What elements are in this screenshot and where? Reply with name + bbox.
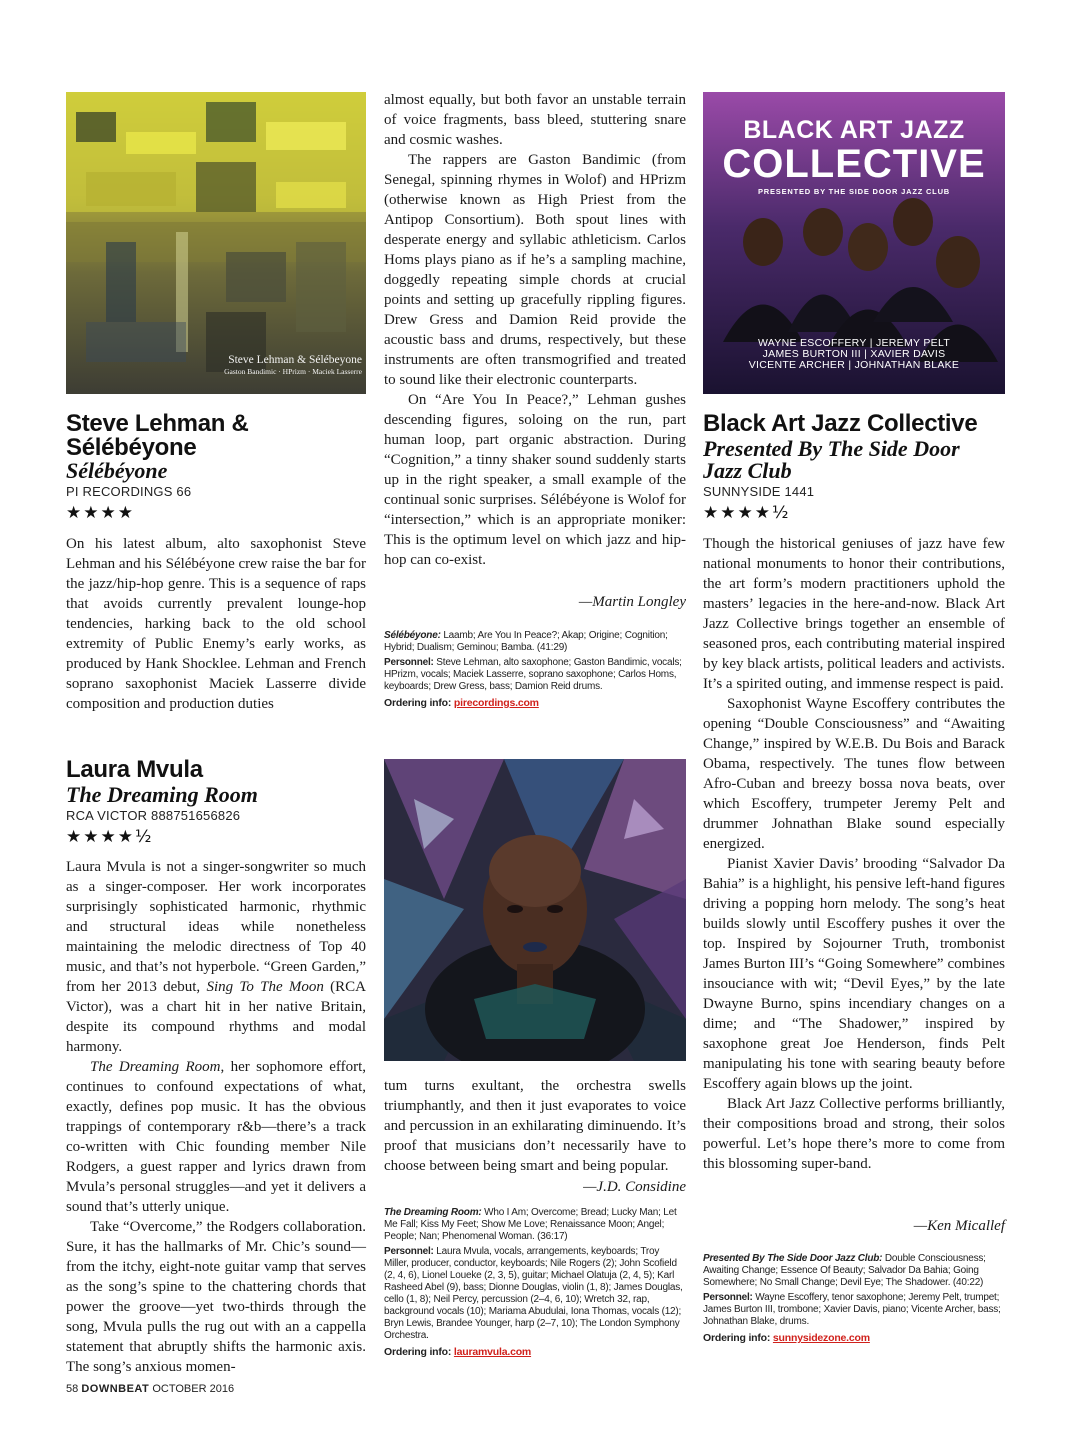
personnel-label: Personnel:	[703, 1292, 753, 1303]
album-reference: The Dreaming Room	[90, 1059, 221, 1075]
tracklist-label: The Dreaming Room:	[384, 1207, 482, 1218]
record-label: PI RECORDINGS 66	[66, 484, 192, 499]
star-rating: ★★★★½	[703, 503, 791, 523]
review-paragraph: almost equally, but both favor an unstable terrain of voice fragments, bass bleed, stuttering snare and cosmic washes.	[384, 92, 686, 148]
tracklist	[384, 630, 686, 654]
reviewer-signature: —Martin Longley	[578, 594, 686, 610]
artist-name-line2: Sélébéyone	[66, 434, 197, 461]
album-title: The Dreaming Room	[66, 782, 258, 807]
personnel	[703, 1292, 1005, 1328]
cover-musician-names	[703, 338, 1005, 371]
review-body-black-art	[703, 534, 1005, 1174]
review-paragraph: The rappers are Gaston Bandimic (from Senegal, spinning rhymes in Wolof) and HPrizm (otherwise known as High Priest from the Antipop Consortium). Both spout lines with desperate energy and syllabic athleticism. Carlos Homs plays piano as if he’s a sampling machine, doggedly repeating simple chords at crucial points and setting up gracefully rippling figures. Drew Gress and Damion Reid provide the acoustic bass and drums, respectively, but these instruments are often transmogrified and treated to sound like their electronic counterparts.	[384, 152, 686, 388]
personnel-text: Laura Mvula, vocals, arrangements, keyboards; Troy Miller, producer, conductor, keyboards; Nile Rogers (2); John Scofield (2, 4, 6), Lionel Loueke (2, 3, 5), guitar; Michael Olatuja (2, 4, 5); Karl Rasheed Abel (9), bass; Dionne Douglas, violin (1, 8); James Douglas, cello (1, 8); Neil Percy, percussion (2–4, 6, 10); Wretch 32, rap, background vocals (10); Mariama Abudulai, Iona Thomas, vocals (12); Bryn Lewis, Brandee Younger, harp (2–7, 10); The London Symphony Orchestra.	[384, 1246, 683, 1341]
personnel-text: Wayne Escoffery, tenor saxophone; Jeremy Pelt, trumpet; James Burton III, trombone; Xavier Davis, piano; Vicente Archer, bass; Johnathan Blake, drums.	[703, 1292, 1001, 1327]
dreaming-room-cover-art	[384, 759, 686, 1061]
album-title: Sélébéyone	[66, 458, 168, 483]
ordering-link[interactable]: lauramvula.com	[453, 1346, 532, 1358]
ordering-info-label: Ordering info:	[384, 697, 452, 709]
review-header-black-art	[703, 412, 1005, 523]
review-paragraph: Saxophonist Wayne Escoffery contributes the opening “Double Consciousness” and “Awaiting Change,” inspired by W.E.B. Du Bois and Barack Obama, respectively. The tunes flow between Afro-Cuban and breezy bossa nova beats, over which Escoffery, trumpeter Jeremy Pelt and drummer Johnathan Blake sound especially energized.	[703, 696, 1005, 852]
ordering-info	[703, 1332, 1005, 1344]
review-body-lehman-col1	[66, 534, 366, 714]
star-rating: ★★★★	[66, 503, 135, 523]
ordering-link[interactable]: pirecordings.com	[453, 697, 539, 709]
album-details-lehman	[384, 630, 686, 709]
album-details-mvula	[384, 1207, 686, 1358]
reviewer-signature: —J.D. Considine	[583, 1179, 686, 1195]
review-paragraph: Though the historical geniuses of jazz have few national monuments to honor their contributions, the art form’s modern practitioners uphold the masters’ legacies in the here-and-now. Black Art Jazz Collective brings together an ensemble of seasoned pros, each contributing material inspired by key black artists, political leaders and activists. It’s a spirited outing, and immense respect is paid.	[703, 536, 1005, 692]
ordering-info-label: Ordering info:	[703, 1332, 771, 1344]
tracklist	[703, 1253, 1005, 1289]
tracklist-text: Who I Am; Overcome; Bread; Lucky Man; Let Me Fall; Kiss My Feet; Show Me Love; Renaissance Moon; Angel; People; Nan; Phenomenal Woman. (36:17)	[384, 1207, 677, 1242]
tracklist-label: Sélébéyone:	[384, 630, 441, 641]
personnel-text: Steve Lehman, alto saxophone; Gaston Bandimic, vocals; HPrizm, vocals; Maciek Lasserre, soprano saxophone; Carlos Homs, keyboards; Drew Gress, bass; Damion Reid drums.	[384, 657, 682, 692]
artist-name: Laura Mvula	[66, 756, 203, 783]
review-body-mvula-col1	[66, 857, 366, 1377]
album-cover-dreaming-room	[384, 759, 686, 1061]
review-body-mvula-col2	[384, 1076, 686, 1176]
review-paragraph: Pianist Xavier Davis’ brooding “Salvador Da Bahia” is a highlight, his pensive left-hand figures driving a popping horn melody. The song’s heat builds slowly until Escoffery pushes it over the top. Inspired by Sojourner Truth, trombonist James Burton III’s “Going Somewhere” combines insouciance with wit; “Devil Eyes,” by the late Dwayne Burno, spins incendiary changes on a dime; and “The Shadower,” inspired by saxophone great Joe Henderson, finds Pelt manipulating his tone with searing beauty before Escoffery again blows up the joint.	[703, 856, 1005, 1092]
cover-title-line1: BLACK ART JAZZ	[743, 116, 965, 144]
text-run: Laura Mvula is not a singer-songwriter so much as a singer-composer. Her work incorporates surprisingly sophisticated harmonic, rhythmic and structural ideas while nonetheless maintaining the melodic directness of Top 40 music, and that’s not hyperbole. “Green Garden,” from her 2013 debut,	[66, 859, 366, 995]
record-label: SUNNYSIDE 1441	[703, 484, 815, 499]
personnel	[384, 1246, 686, 1342]
album-cover-black-art-jazz	[703, 92, 1005, 394]
page-footer	[66, 1383, 466, 1395]
text-run: (RCA Victor), was a chart hit in her native Britain, despite its compound rhythms and modal harmony.	[66, 979, 366, 1055]
cover-title	[703, 116, 1005, 198]
tracklist-text: Double Consciousness; Awaiting Change; Essence Of Beauty; Salvador Da Bahia; Going Somewhere; No Small Change; Devil Eye; The Shadower. (40:22)	[703, 1253, 986, 1288]
album-reference: Sing To The Moon	[206, 979, 324, 995]
cover-presented-by: PRESENTED BY THE SIDE DOOR JAZZ CLUB	[757, 187, 950, 196]
tracklist	[384, 1207, 686, 1243]
selebeyone-cover-art	[66, 92, 366, 394]
reviewer-signature: —Ken Micallef	[913, 1218, 1005, 1234]
review-paragraph	[66, 857, 366, 1057]
review-paragraph: Take “Overcome,” the Rodgers collaboration. Sure, it has the hallmarks of Mr. Chic’s sound—from the itchy, eight-note guitar vamp that serves as the song’s spine to the chattering chords that power the groove—yet two-thirds through the song, Mvula pulls the rug out with an a cappella statement that abruptly shifts the harmonic axis. The song’s anxious momen-	[66, 1219, 366, 1375]
personnel-label: Personnel:	[384, 1246, 434, 1257]
review-body-lehman-col2	[384, 90, 686, 570]
review-header-mvula	[66, 758, 366, 847]
review-paragraph: On “Are You In Peace?,” Lehman gushes descending figures, soloing on the run, part human loop, part organic abstraction. During “Cognition,” a tinny shaker sound suddenly starts up in the right speaker, a small example of the continual sonic surprises. Sélébéyone is Wolof for “intersection,” which is an appropriate moniker: This is the optimum level on which jazz and hip-hop can co-exist.	[384, 392, 686, 568]
star-rating: ★★★★½	[66, 827, 154, 847]
review-header-lehman	[66, 412, 366, 523]
cover-caption	[210, 354, 362, 377]
review-paragraph: On his latest album, alto saxophonist Steve Lehman and his Sélébéyone crew raise the bar for the jazz/hip-hop genre. This is a sequence of raps that avoids currently prevalent lounge-hop tendencies, harking back to the old school extremity of Public Enemy’s early works, as produced by Hank Shocklee. Lehman and French soprano saxophonist Maciek Lasserre divide composition and production duties	[66, 536, 366, 712]
cover-caption-names: Gaston Bandimic · HPrizm · Maciek Lasserre	[224, 367, 362, 376]
personnel	[384, 657, 686, 693]
album-cover-selebeyone	[66, 92, 366, 394]
artist-name: Black Art Jazz Collective	[703, 410, 978, 437]
cover-names-line: JAMES BURTON III | XAVIER DAVIS	[762, 348, 946, 360]
tracklist-text: Laamb; Are You In Peace?; Akap; Origine; Cognition; Hybrid; Dualism; Geminou; Bamba. (41:29)	[384, 630, 668, 653]
album-title-line1: Presented By The Side Door	[703, 436, 960, 461]
record-label: RCA VICTOR 888751656826	[66, 808, 241, 823]
personnel-label: Personnel:	[384, 657, 434, 668]
review-paragraph: Black Art Jazz Collective performs brilliantly, their compositions broad and strong, their solos powerful. Let’s hope there’s more to come from this blossoming super-band.	[703, 1096, 1005, 1172]
magazine-name: DOWNBEAT	[81, 1383, 150, 1395]
cover-title-line2: COLLECTIVE	[722, 142, 986, 186]
issue-date: OCTOBER 2016	[152, 1383, 235, 1395]
artist-name-line1: Steve Lehman &	[66, 410, 249, 437]
cover-caption-title: Steve Lehman & Sélébeyone	[228, 354, 362, 366]
ordering-info	[384, 1346, 686, 1358]
cover-names-line: WAYNE ESCOFFERY | JEREMY PELT	[757, 337, 951, 349]
ordering-info	[384, 697, 686, 709]
ordering-link[interactable]: sunnysidezone.com	[772, 1332, 870, 1344]
page-number: 58	[66, 1383, 79, 1395]
album-title-line2: Jazz Club	[703, 458, 792, 483]
cover-names-line: VICENTE ARCHER | JOHNATHAN BLAKE	[748, 359, 960, 371]
text-run: , her sophomore effort, continues to confound expectations of what, exactly, defines pop music. It has the obvious trappings of contemporary r&b—there’s a track co-written with Chic founding member Nile Rodgers, a guest rapper and lyrics drawn from Mvula’s personal struggles—and yet it delivers a sound that’s utterly unique.	[66, 1059, 366, 1215]
review-paragraph: tum turns exultant, the orchestra swells triumphantly, and then it just evaporates to voice and percussion in an exhilarating diminuendo. It’s proof that musicians don’t necessarily have to choose between being smart and being popular.	[384, 1078, 686, 1174]
review-paragraph	[66, 1057, 366, 1217]
album-details-black-art	[703, 1253, 1005, 1344]
ordering-info-label: Ordering info:	[384, 1346, 452, 1358]
tracklist-label: Presented By The Side Door Jazz Club:	[703, 1253, 883, 1264]
